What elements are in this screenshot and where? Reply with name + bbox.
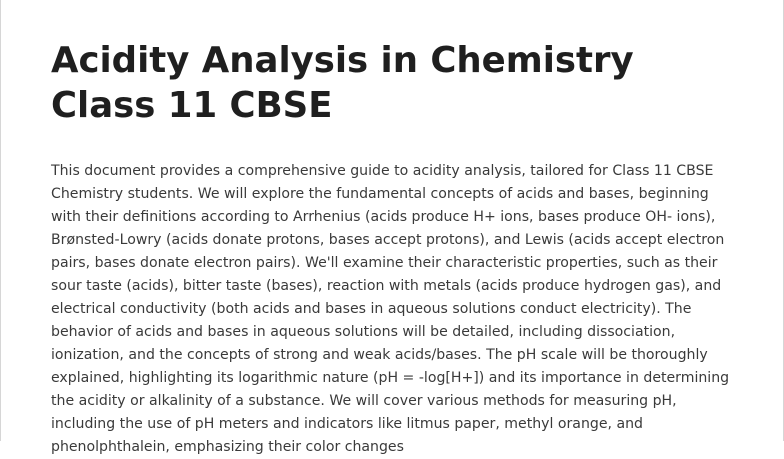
document-content: [51, 38, 741, 459]
page-left-border: [0, 0, 1, 441]
document-title: Acidity Analysis in Chemistry Class 11 CBSE: [51, 40, 634, 126]
document-body-paragraph: This document provides a comprehensive guide to acidity analysis, tailored for Class 11 CBSE Chemistry students. We will explore the fundamental concepts of acids and bases, beginning with their definitions according to Arrhenius (acids produce H+ ions, bases produce OH- ions), Brønsted-Lowry (acids donate protons, bases accept protons), and Lewis (acids accept electron pairs, bases donate electron pairs). We'll examine their characteristic properties, such as their sour taste (acids), bitter taste (bases), reaction with metals (acids produce hydrogen gas), and electrical conductivity (both acids and bases in aqueous solutions conduct electricity). The behavior of acids and bases in aqueous solutions will be detailed, including dissociation, ionization, and the concepts of strong and weak acids/bases. The pH scale will be thoroughly explained, highlighting its logarithmic nature (pH = -log[H+]) and its importance in determining the acidity or alkalinity of a substance. We will cover various methods for measuring pH, including the use of pH meters and indicators like litmus paper, methyl orange, and phenolphthalein, emphasizing their color changes: [51, 163, 730, 455]
